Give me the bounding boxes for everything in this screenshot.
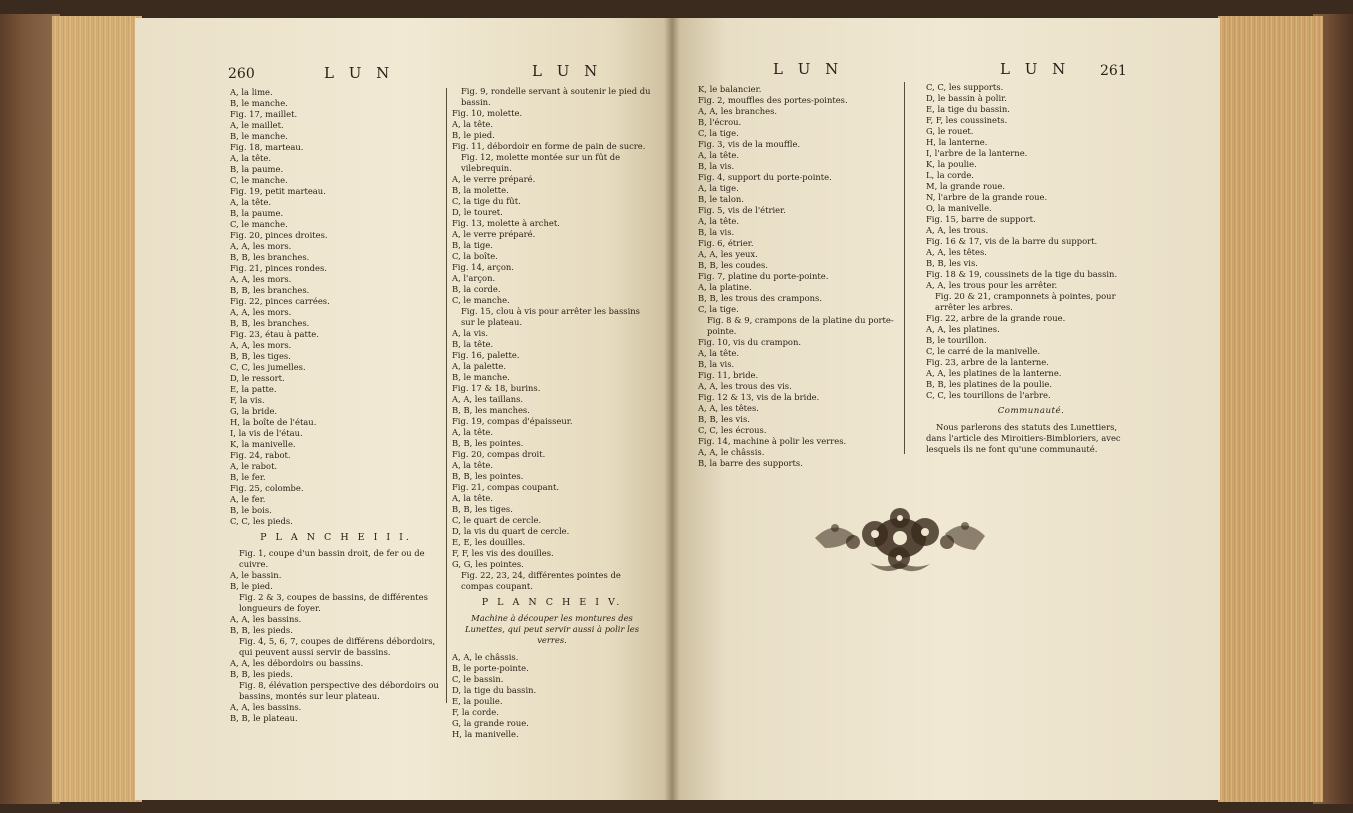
entry-line: N, l'arbre de la grande roue. [926,192,1048,202]
entry-line: E, E, les douilles. [452,537,526,547]
entry-line: B, B, les platines de la poulie. [926,379,1053,389]
entry-line: A, la tête. [452,460,494,470]
entry-line: Fig. 16, palette. [452,350,520,360]
entry-line: B, la vis. [698,359,735,369]
entry-line: A, A, les taillans. [452,394,524,404]
entry-line: Fig. 17, maillet. [230,109,298,119]
entry-line: C, C, les pieds. [230,516,293,526]
entry-line: A, A, les débordoirs ou bassins. [230,658,364,668]
entry-line: Fig. 22, 23, 24, différentes pointes de compas coupant. [461,570,621,591]
entry-line: Fig. 25, colombe. [230,483,304,493]
entry-line: B, la vis. [698,161,735,171]
entry-line: A, la tige. [698,183,739,193]
entry-line: Fig. 19, petit marteau. [230,186,326,196]
floral-vignette-icon [815,498,985,578]
entry-line: A, A, les bassins. [230,702,302,712]
book-cover-left [0,14,60,804]
entry-line: B, B, les manches. [452,405,530,415]
entry-line: Fig. 18 & 19, coussinets de la tige du bassin. [926,269,1118,279]
entry-line: Fig. 14, machine à polir les verres. [698,436,847,446]
entry-line: B, B, les tiges. [230,351,291,361]
entry-line: B, le pied. [230,581,273,591]
entry-line: A, la platine. [698,282,752,292]
entry-line: B, B, les vis. [926,258,978,268]
entry-line: A, la tête. [698,348,740,358]
entry-line: B, le talon. [698,194,744,204]
entry-line: L, la corde. [926,170,974,180]
entry-line: Fig. 16 & 17, vis de la barre du support. [926,236,1098,246]
left-col2-tail-entries [452,652,652,740]
entry-line: Fig. 23, arbre de la lanterne. [926,357,1049,367]
entry-line: A, le bassin. [230,570,282,580]
entry-line: A, A, les têtes. [698,403,759,413]
right-page-column-1 [698,84,898,469]
entry-line: A, le rabot. [230,461,278,471]
entry-line: A, le fer. [230,494,266,504]
entry-line: C, la tige du fût. [452,196,521,206]
entry-line: A, la tête. [698,150,740,160]
entry-line: Fig. 15, barre de support. [926,214,1036,224]
entry-line: Fig. 20 & 21, cramponnets à pointes, pour arrêter les arbres. [935,291,1116,312]
entry-line: B, la tige. [452,240,493,250]
entry-line: C, la tige. [698,128,739,138]
entry-line: B, B, les pieds. [230,625,293,635]
entry-line: A, l'arçon. [452,273,496,283]
entry-line: B, B, les branches. [230,252,310,262]
entry-line: A, la tête. [230,153,272,163]
entry-line: H, la manivelle. [452,729,519,739]
entry-line: C, la boîte. [452,251,498,261]
entry-line: A, A, les mors. [230,241,292,251]
entry-line: Fig. 20, pinces droites. [230,230,328,240]
entry-line: Fig. 4, 5, 6, 7, coupes de différens débordoirs, qui peuvent aussi servir de bassins. [239,636,436,657]
left-col1-tail-entries [230,548,442,724]
entry-line: A, A, les trous des vis. [698,381,792,391]
entry-line: A, la tête. [452,119,494,129]
left-column-rule [446,88,447,703]
entry-line: H, la boîte de l'étau. [230,417,317,427]
entry-line: I, la vis de l'étau. [230,428,303,438]
plate-iii-heading: P L A N C H E I I I. [260,532,412,543]
right-running-head-1: L U N [773,60,844,78]
entry-line: B, le manche. [230,98,288,108]
entry-line: Fig. 1, coupe d'un bassin droit, de fer ou de cuivre. [239,548,425,569]
entry-line: Fig. 6, étrier. [698,238,754,248]
entry-line: F, F, les vis des douilles. [452,548,554,558]
entry-line: B, le porte-pointe. [452,663,529,673]
entry-line: B, la tête. [452,339,494,349]
entry-line: Fig. 22, arbre de la grande roue. [926,313,1066,323]
entry-line: K, la manivelle. [230,439,296,449]
entry-line: A, le maillet. [230,120,284,130]
entry-line: Fig. 11, débordoir en forme de pain de sucre. [452,141,646,151]
entry-line: F, la corde. [452,707,499,717]
entry-line: B, le bois. [230,505,272,515]
entry-line: Fig. 14, arçon. [452,262,514,272]
entry-line: D, le ressort. [230,373,285,383]
entry-line: Fig. 19, compas d'épaisseur. [452,416,573,426]
entry-line: Fig. 2 & 3, coupes de bassins, de différentes longueurs de foyer. [239,592,428,613]
entry-line: Fig. 22, pinces carrées. [230,296,330,306]
entry-line: Fig. 21, pinces rondes. [230,263,327,273]
entry-line: Fig. 20, compas droit. [452,449,546,459]
left-page-number: 260 [228,66,255,82]
entry-line: B, le pied. [452,130,495,140]
entry-line: B, B, les trous des crampons. [698,293,822,303]
entry-line: A, la vis. [452,328,489,338]
entry-line: B, B, les pointes. [452,438,524,448]
entry-line: Fig. 17 & 18, burins. [452,383,541,393]
communaute-heading: Communauté. [997,406,1065,416]
entry-line: B, la corde. [452,284,501,294]
entry-line: B, l'écrou. [698,117,742,127]
entry-line: B, la paume. [230,208,284,218]
entry-line: B, B, les coudes. [698,260,768,270]
entry-line: Fig. 13, molette à archet. [452,218,560,228]
entry-line: Fig. 9, rondelle servant à soutenir le pied du bassin. [461,86,651,107]
entry-line: C, le bassin. [452,674,504,684]
entry-line: B, la paume. [230,164,284,174]
entry-line: Fig. 5, vis de l'étrier. [698,205,786,215]
right-running-head-2: L U N [1000,60,1071,78]
entry-line: Fig. 11, bride. [698,370,759,380]
right-page-number: 261 [1100,63,1127,79]
entry-line: C, la tige. [698,304,739,314]
entry-line: A, A, le châssis. [698,447,765,457]
entry-line: B, la barre des supports. [698,458,803,468]
entry-line: A, A, les yeux. [698,249,758,259]
left-col1-entries [230,87,442,527]
entry-line: C, C, les jumelles. [230,362,306,372]
entry-line: E, la tige du bassin. [926,104,1010,114]
plate-iv-heading: P L A N C H E I V. [481,597,623,608]
entry-line: B, le manche. [230,131,288,141]
entry-line: B, B, le plateau. [230,713,298,723]
entry-line: Fig. 12 & 13, vis de la bride. [698,392,820,402]
entry-line: B, la vis. [698,227,735,237]
entry-line: Fig. 24, rabot. [230,450,291,460]
entry-line: A, la palette. [452,361,507,371]
entry-line: B, B, les branches. [230,318,310,328]
entry-line: A, A, les mors. [230,340,292,350]
entry-line: Fig. 8, élévation perspective des débordoirs ou bassins, montés sur leur plateau. [239,680,439,701]
entry-line: A, A, les platines de la lanterne. [926,368,1062,378]
entry-line: G, G, les pointes. [452,559,524,569]
entry-line: B, le manche. [452,372,510,382]
entry-line: C, le quart de cercle. [452,515,542,525]
communaute-paragraph: Nous parlerons des statuts des Lunettiers, dans l'article des Miroitiers-Bimbloriers, avec lesquels ils ne font qu'une communauté. [926,422,1121,454]
entry-line: A, A, les branches. [698,106,778,116]
entry-line: A, A, les mors. [230,274,292,284]
entry-line: Fig. 2, mouffles des portes-pointes. [698,95,848,105]
entry-line: F, la vis. [230,395,265,405]
entry-line: Fig. 21, compas coupant. [452,482,560,492]
entry-line: C, le manche. [452,295,510,305]
entry-line: B, B, les branches. [230,285,310,295]
entry-line: A, la tête. [698,216,740,226]
entry-line: C, le carré de la manivelle. [926,346,1041,356]
entry-line: Fig. 18, marteau. [230,142,304,152]
entry-line: B, le fer. [230,472,266,482]
entry-line: C, le manche. [230,175,288,185]
entry-line: B, le tourillon. [926,335,987,345]
entry-line: Fig. 8 & 9, crampons de la platine du porte-pointe. [707,315,894,336]
entry-line: C, C, les écrous. [698,425,767,435]
entry-line: Fig. 3, vis de la mouffle. [698,139,801,149]
entry-line: D, le touret. [452,207,503,217]
entry-line: A, A, les trous pour les arrêter. [926,280,1058,290]
entry-line: B, B, les tiges. [452,504,513,514]
entry-line: A, la tête. [452,493,494,503]
entry-line: D, la tige du bassin. [452,685,537,695]
right-page-column-2 [926,82,1136,455]
entry-line: A, le verre préparé. [452,174,536,184]
entry-line: Fig. 10, vis du crampon. [698,337,802,347]
plate-iv-caption: Machine à découper les montures des Lunettes, qui peut servir aussi à polir les verres. [464,613,640,645]
entry-line: G, le rouet. [926,126,974,136]
entry-line: G, la grande roue. [452,718,529,728]
entry-line: A, la lime. [230,87,273,97]
entry-line: A, A, les bassins. [230,614,302,624]
entry-line: F, F, les coussinets. [926,115,1008,125]
entry-line: B, la molette. [452,185,509,195]
entry-line: E, la poulie. [452,696,503,706]
entry-line: A, A, les platines. [926,324,1000,334]
entry-line: A, le verre préparé. [452,229,536,239]
entry-line: I, l'arbre de la lanterne. [926,148,1028,158]
entry-line: K, le balancier. [698,84,762,94]
entry-line: C, C, les tourillons de l'arbre. [926,390,1051,400]
entry-line: M, la grande roue. [926,181,1006,191]
entry-line: A, la tête. [452,427,494,437]
entry-line: D, le bassin à polir. [926,93,1007,103]
left-running-head-2: L U N [532,62,603,80]
left-page-column-1 [230,87,442,724]
left-page-column-2 [452,86,652,740]
right-column-rule [904,82,905,454]
entry-line: Fig. 12, molette montée sur un fût de vilebrequin. [461,152,621,173]
entry-line: Fig. 4, support du porte-pointe. [698,172,832,182]
entry-line: A, A, les têtes. [926,247,987,257]
book-gutter [664,18,680,800]
page-edges-left [52,16,142,802]
entry-line: B, B, les pointes. [452,471,524,481]
left-running-head-1: L U N [324,64,395,82]
entry-line: Fig. 23, étau à patte. [230,329,319,339]
entry-line: H, la lanterne. [926,137,988,147]
entry-line: A, A, les mors. [230,307,292,317]
entry-line: C, le manche. [230,219,288,229]
entry-line: B, B, les pieds. [230,669,293,679]
entry-line: B, B, les vis. [698,414,750,424]
entry-line: O, la manivelle. [926,203,992,213]
entry-line: C, C, les supports. [926,82,1004,92]
entry-line: A, A, les trous. [926,225,989,235]
right-col2-entries [926,82,1136,401]
page-edges-right [1218,16,1323,802]
entry-line: Fig. 7, platine du porte-pointe. [698,271,829,281]
entry-line: Fig. 10, molette. [452,108,523,118]
right-col1-entries [698,84,898,469]
entry-line: E, la patte. [230,384,277,394]
entry-line: K, la poulie. [926,159,977,169]
entry-line: A, A, le châssis. [452,652,519,662]
entry-line: A, la tête. [230,197,272,207]
left-col2-entries [452,86,652,592]
entry-line: Fig. 15, clou à vis pour arrêter les bassins sur le plateau. [461,306,640,327]
entry-line: G, la bride. [230,406,278,416]
entry-line: D, la vis du quart de cercle. [452,526,570,536]
